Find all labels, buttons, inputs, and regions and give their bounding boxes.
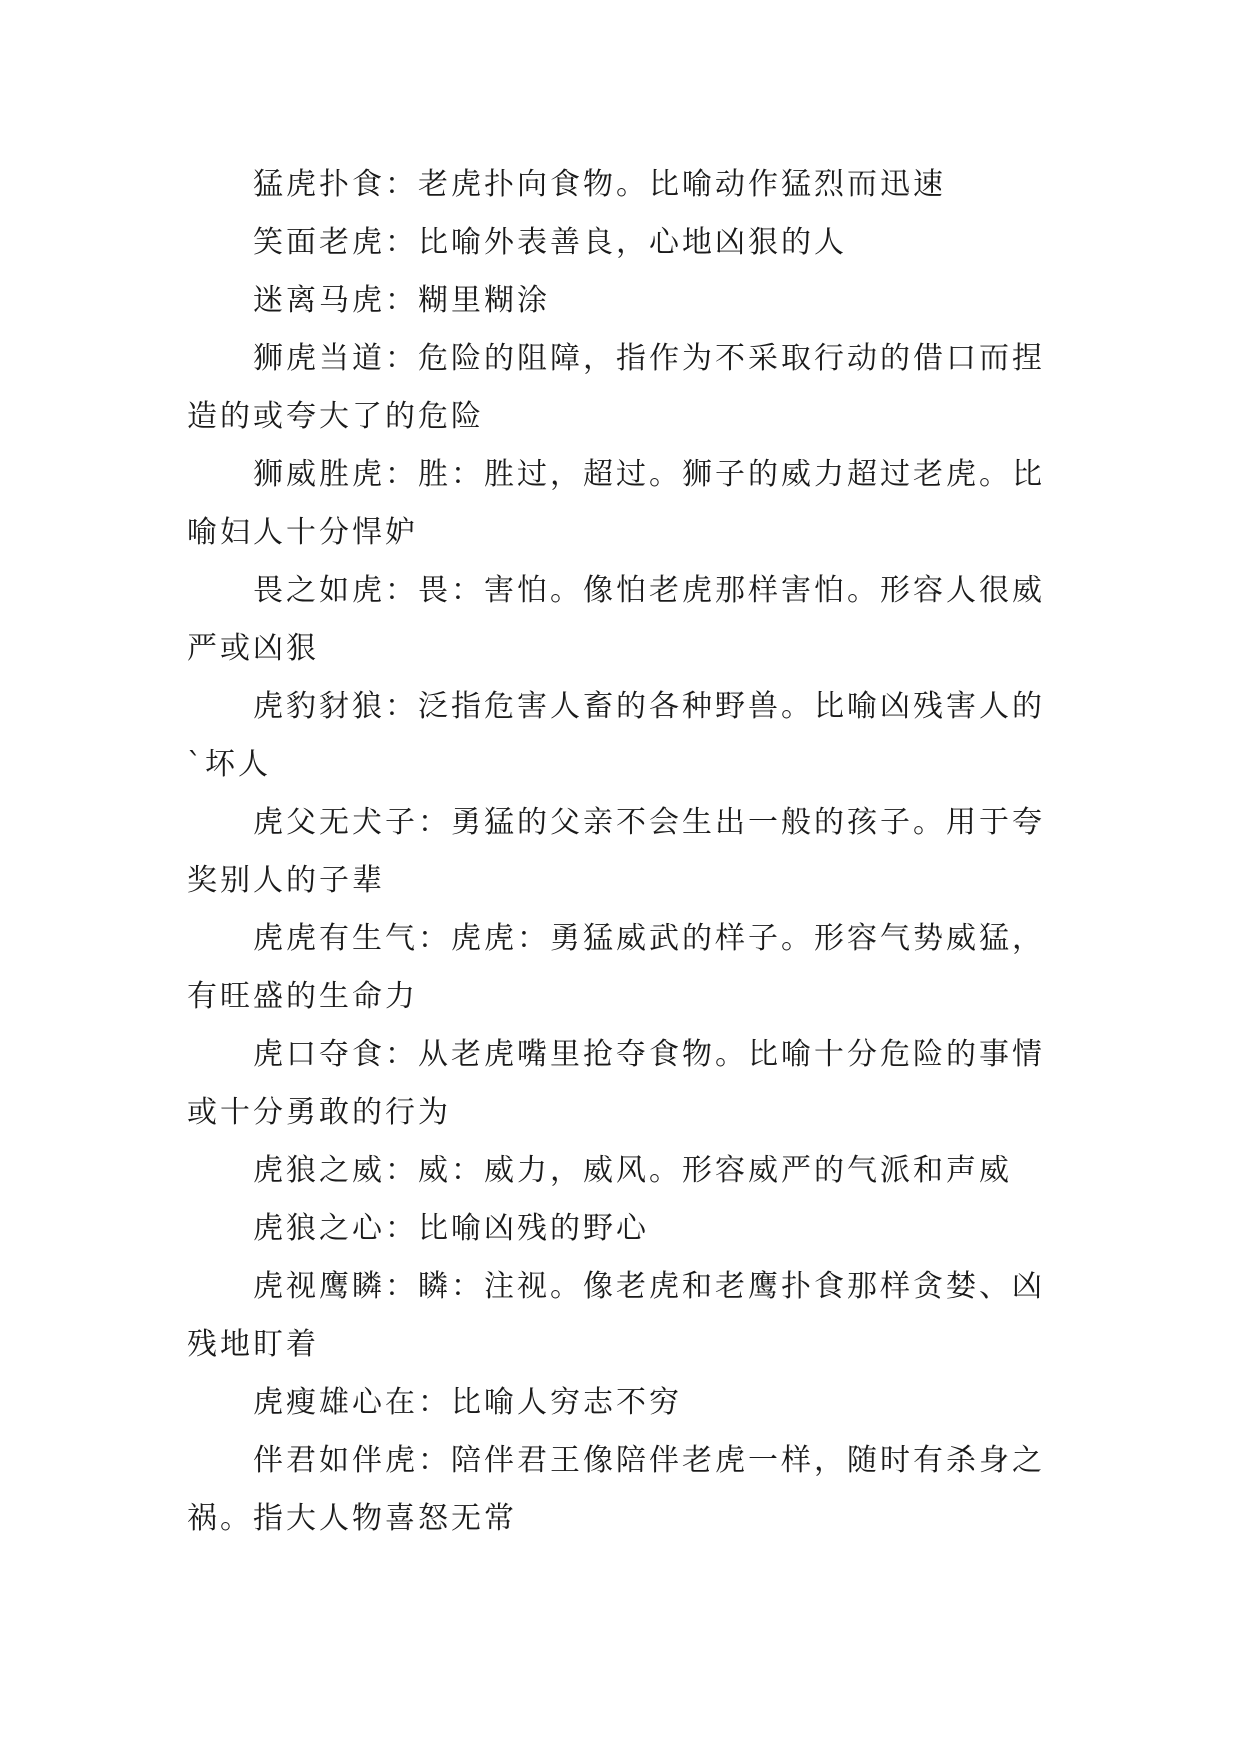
idiom-entry: 虎狼之心：比喻凶残的野心: [253, 1211, 649, 1246]
idiom-entry: 伴君如伴虎：陪伴君王像陪伴老虎一样，随时有杀身之祸。指大人物喜怒无常: [187, 1443, 1045, 1536]
idiom-entry: 虎父无犬子：勇猛的父亲不会生出一般的孩子。用于夸奖别人的子辈: [187, 805, 1045, 898]
idiom-entry: 狮威胜虎：胜：胜过，超过。狮子的威力超过老虎。比喻妇人十分悍妒: [187, 457, 1045, 550]
idiom-entry: 虎口夺食：从老虎嘴里抢夺食物。比喻十分危险的事情或十分勇敢的行为: [187, 1037, 1045, 1130]
idiom-entry: 狮虎当道：危险的阻障，指作为不采取行动的借口而捏造的或夸大了的危险: [187, 341, 1045, 434]
idiom-entry: 虎视鹰瞵：瞵：注视。像老虎和老鹰扑食那样贪婪、凶残地盯着: [187, 1269, 1045, 1362]
idiom-entry: 虎豹豺狼：泛指危害人畜的各种野兽。比喻凶残害人的`坏人: [187, 689, 1045, 782]
idiom-list: [187, 156, 1047, 1548]
idiom-entry: 虎狼之威：威：威力，威风。形容威严的气派和声威: [253, 1153, 1012, 1188]
idiom-entry: 畏之如虎：畏：害怕。像怕老虎那样害怕。形容人很威严或凶狠: [187, 573, 1045, 666]
idiom-entry: 迷离马虎：糊里糊涂: [253, 283, 550, 318]
idiom-entry: 虎瘦雄心在：比喻人穷志不穷: [253, 1385, 682, 1420]
idiom-entry: 笑面老虎：比喻外表善良，心地凶狠的人: [253, 225, 847, 260]
idiom-entry: 虎虎有生气：虎虎：勇猛威武的样子。形容气势威猛，有旺盛的生命力: [187, 921, 1045, 1014]
idiom-entry: 猛虎扑食：老虎扑向食物。比喻动作猛烈而迅速: [253, 167, 946, 202]
